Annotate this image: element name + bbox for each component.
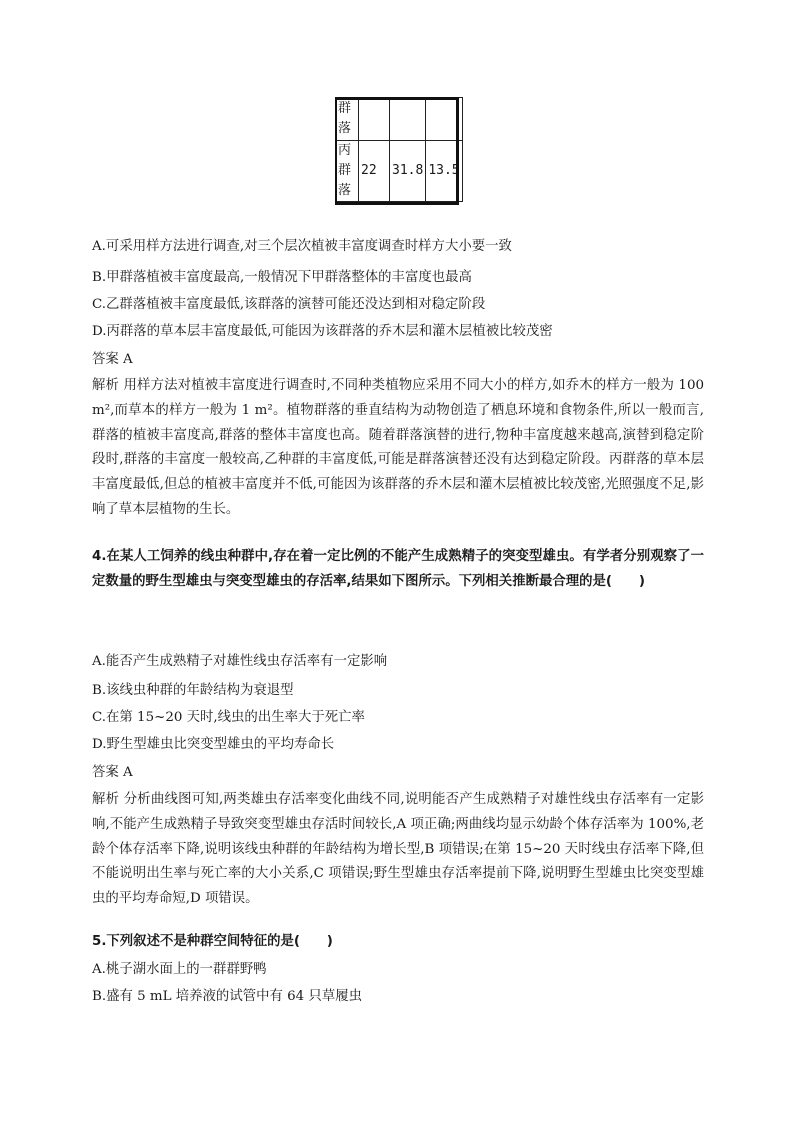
q4-analysis: 解析 分析曲线图可知,两类雄虫存活率变化曲线不同,说明能否产生成熟精子对雄性线虫存活率有一定影响,不能产生成熟精子导致突变型雄虫存活时间较长,A 项正确;两曲线均显示幼龄个体存活率为 100%,老龄个体存活率下降,说明该线虫种群的年龄结构为增长型,B 项错误;在第 15~20 天时线虫存活率下降,但不能说明出生率与死亡率的大小关系,C 项错误;野生型雄虫存活率提前下降,说明野生型雄虫比突变型雄虫的平均寿命短,D 项错误。	[92, 792, 704, 907]
q3-option-c: C.乙群落植被丰富度最低,该群落的演替可能还没达到相对稳定阶段	[92, 297, 486, 312]
table-cell	[390, 98, 426, 141]
q3-analysis: 解析 用样方法对植被丰富度进行调查时,不同种类植物应采用不同大小的样方,如乔木的样方一般为 100 m²,而草本的样方一般为 1 m²。植物群落的垂直结构为动物创造了栖息环境和食物条件,所以一般而言,群落的植被丰富度高,群落的整体丰富度也高。随着群落演替的进行,物种丰富度越来越高,演替到稳定阶段时,群落的丰富度一般较高,乙种群的丰富度低,可能是群落演替还没有达到稳定阶段。丙群落的草本层丰富度最低,但总的植被丰富度并不低,可能因为该群落的乔木层和灌木层植被比较茂密,光照强度不足,影响了草本层植物的生长。	[92, 378, 704, 517]
q4-option-c: C.在第 15~20 天时,线虫的出生率大于死亡率	[92, 710, 365, 725]
q4-option-a: A.能否产生成熟精子对雄性线虫存活率有一定影响	[92, 654, 388, 669]
q3-answer: 答案 A	[92, 352, 133, 367]
q3-option-a: A.可采用样方法进行调查,对三个层次植被丰富度调查时样方大小要一致	[92, 239, 512, 254]
table-row	[336, 141, 463, 202]
q4-answer: 答案 A	[92, 765, 133, 780]
q3-option-b: B.甲群落植被丰富度最高,一般情况下甲群落整体的丰富度也最高	[92, 270, 472, 285]
table-cell: 22	[359, 141, 390, 202]
q4-stem: 4.在某人工饲养的线虫种群中,存在着一定比例的不能产生成熟精子的突变型雄虫。有学者分别观察了一定数量的野生型雄虫与突变型雄虫的存活率,结果如下图所示。下列相关推断最合理的是( )	[92, 549, 704, 589]
community-table	[335, 97, 463, 202]
table-cell	[426, 98, 462, 141]
row-label-cell: 丙 群 落	[336, 141, 359, 202]
q4-option-d: D.野生型雄虫比突变型雄虫的平均寿命长	[92, 737, 335, 752]
q3-option-d: D.丙群落的草本层丰富度最低,可能因为该群落的乔木层和灌木层植被比较茂密	[92, 324, 553, 339]
q5-stem: 5.下列叙述不是种群空间特征的是( )	[92, 934, 333, 949]
table-row	[336, 98, 463, 141]
q5-option-b: B.盛有 5 mL 培养液的试管中有 64 只草履虫	[92, 989, 362, 1004]
table-cell	[359, 98, 390, 141]
table-cell: 31.8	[390, 141, 426, 202]
q4-option-b: B.该线虫种群的年龄结构为衰退型	[92, 683, 294, 698]
table-cell: 13.5	[426, 141, 462, 202]
row-label-cell: 群 落	[336, 98, 359, 141]
q5-option-a: A.桃子湖水面上的一群群野鸭	[92, 962, 267, 977]
